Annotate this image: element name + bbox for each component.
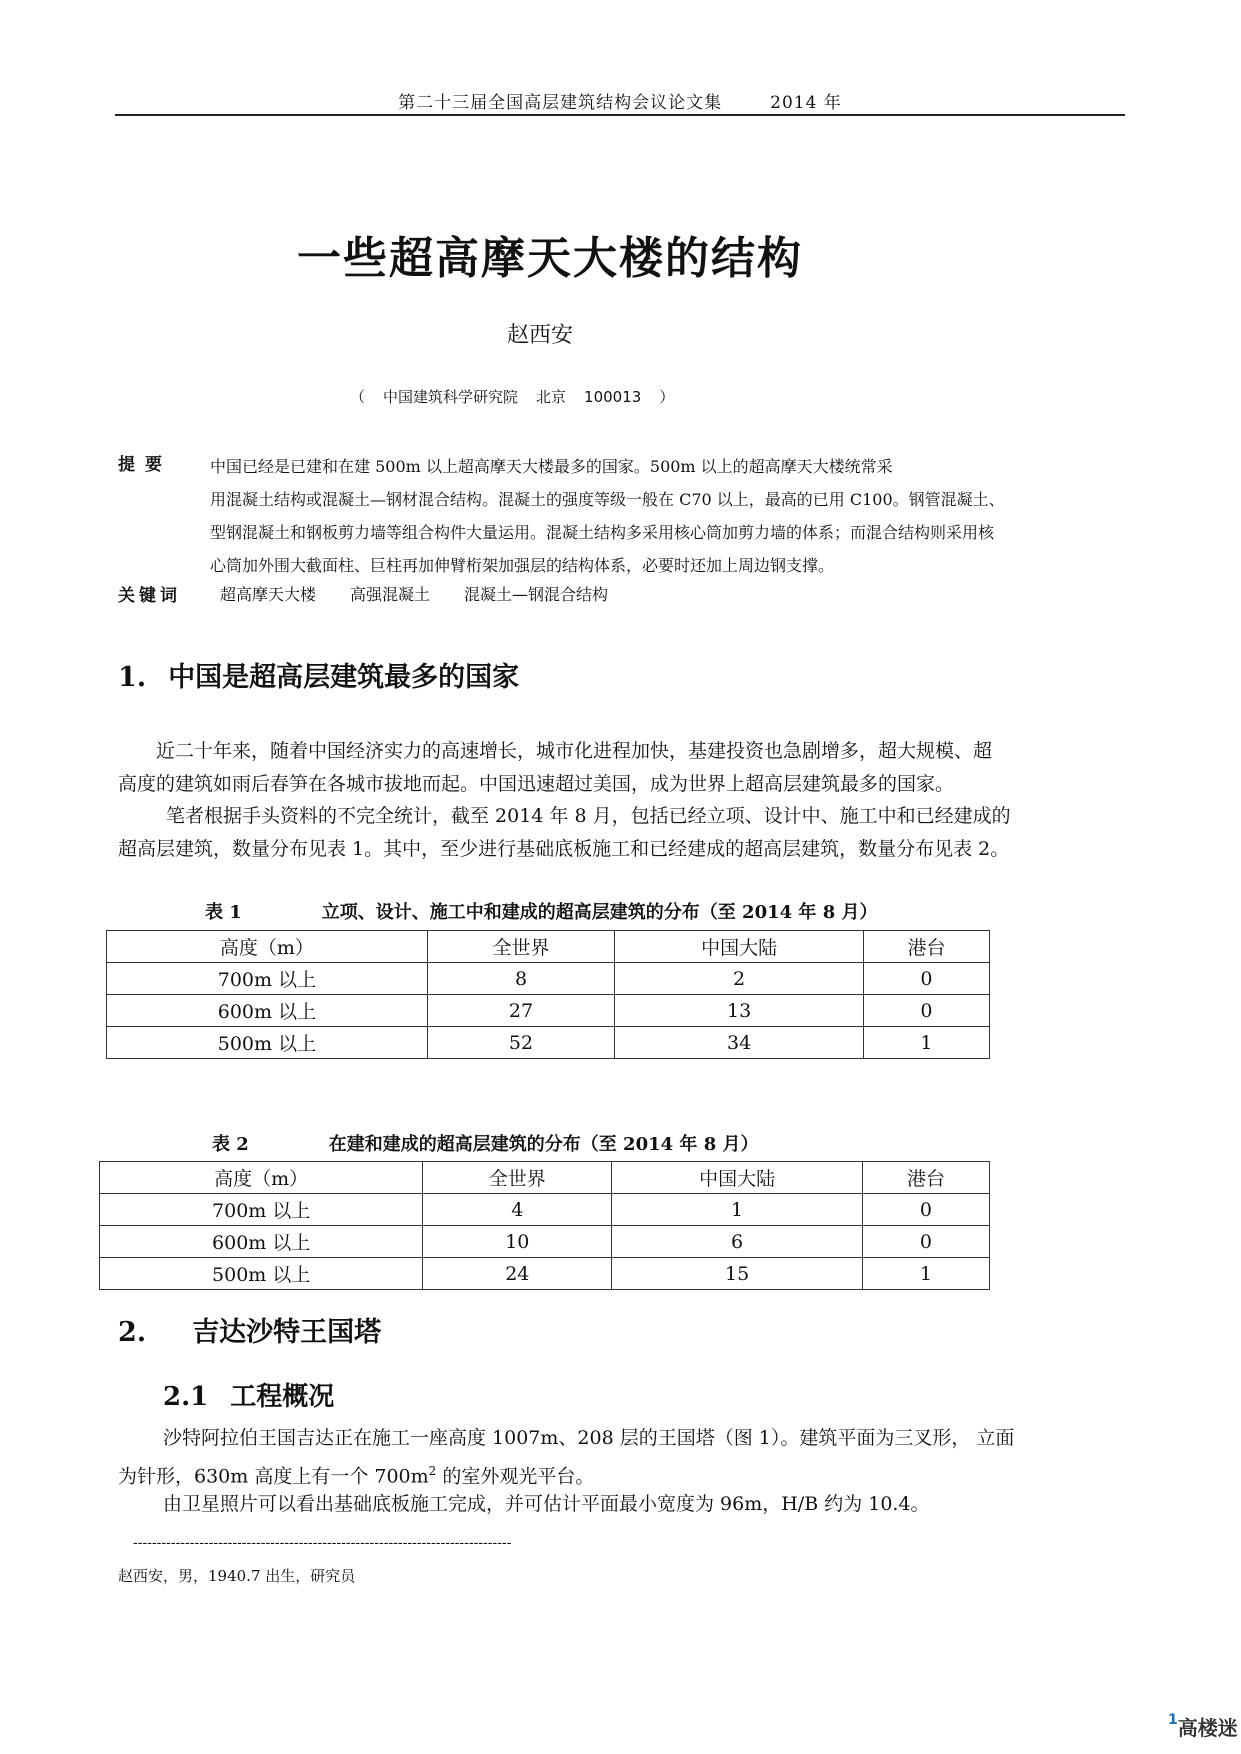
table-cell: 6 xyxy=(612,1226,863,1258)
table-label: 表 1 xyxy=(205,902,242,923)
affiliation-city: 北京 xyxy=(536,388,567,406)
table-header-cell: 中国大陆 xyxy=(615,931,864,963)
table-header-cell: 全世界 xyxy=(423,1162,612,1194)
section-title: 吉达沙特王国塔 xyxy=(192,1317,382,1348)
table-header-cell: 全世界 xyxy=(427,931,614,963)
paragraph-line: 笔者根据手头资料的不完全统计，截至 2014 年 8 月，包括已经立项、设计中、施工中和已经建成的 xyxy=(166,805,1011,827)
table-row xyxy=(107,963,990,995)
table-header-cell: 中国大陆 xyxy=(612,1162,863,1194)
table-cell: 52 xyxy=(427,1027,614,1059)
table-label: 表 2 xyxy=(212,1134,249,1155)
table-cell: 1 xyxy=(612,1194,863,1226)
section-2-heading xyxy=(118,1310,381,1349)
paragraph-line: 沙特阿拉伯王国吉达正在施工一座高度 1007m、208 层的王国塔（图 1）。建筑平面为三叉形， 立面 xyxy=(163,1427,1015,1449)
paragraph-line: 高度的建筑如雨后春笋在各城市拔地而起。中国迅速超过美国，成为世界上超高层建筑最多的国家。 xyxy=(118,773,955,795)
table-cell: 1 xyxy=(863,1027,989,1059)
header-rule xyxy=(115,114,1125,116)
affiliation-close: ） xyxy=(659,388,675,406)
section-number: 2.1 xyxy=(163,1382,209,1412)
table-cell: 500m 以上 xyxy=(100,1258,423,1290)
table-row xyxy=(100,1258,990,1290)
table-caption-text: 立项、设计、施工中和建成的超高层建筑的分布（至 2014 年 8 月） xyxy=(321,902,878,923)
table-2-caption xyxy=(212,1130,758,1156)
table-cell: 500m 以上 xyxy=(107,1027,428,1059)
paragraph xyxy=(118,735,1123,801)
section-2-1-heading xyxy=(163,1376,334,1413)
table-cell: 600m 以上 xyxy=(100,1226,423,1258)
header-year: 2014 年 xyxy=(770,93,842,113)
header-text: 第二十三届全国高层建筑结构会议论文集 xyxy=(398,93,723,113)
abstract-line: 心筒加外围大截面柱、巨柱再加伸臂桁架加强层的结构体系，必要时还加上周边钢支撑。 xyxy=(210,556,835,575)
table-cell: 0 xyxy=(863,995,989,1027)
table-caption-text: 在建和建成的超高层建筑的分布（至 2014 年 8 月） xyxy=(328,1134,759,1155)
table-cell: 24 xyxy=(423,1258,612,1290)
paragraph xyxy=(118,1488,1123,1521)
paragraph xyxy=(118,800,1123,866)
affiliation-zip: 100013 xyxy=(584,388,642,406)
abstract-label: 提要 xyxy=(118,455,172,475)
abstract-line: 用混凝土结构或混凝土—钢材混合结构。混凝土的强度等级一般在 C70 以上，最高的已用 C100。钢管混凝土、 xyxy=(210,490,1005,509)
table-cell: 0 xyxy=(862,1194,989,1226)
table-row xyxy=(107,995,990,1027)
table-cell: 600m 以上 xyxy=(107,995,428,1027)
abstract-body xyxy=(210,450,1130,582)
table-2 xyxy=(99,1161,990,1290)
superscript: 2 xyxy=(428,1464,437,1478)
table-header-row xyxy=(100,1162,990,1194)
watermark-logo xyxy=(1168,1712,1238,1741)
table-header-row xyxy=(107,931,990,963)
keyword: 混凝土—钢混合结构 xyxy=(464,585,609,604)
paragraph-line: 超高层建筑，数量分布见表 1。其中，至少进行基础底板施工和已经建成的超高层建筑，数量分布见表 2。 xyxy=(118,838,1010,860)
affiliation-org: 中国建筑科学研究院 xyxy=(383,388,519,406)
paragraph xyxy=(118,1422,1123,1493)
keyword: 高强混凝土 xyxy=(350,585,431,604)
table-row xyxy=(100,1194,990,1226)
table-cell: 0 xyxy=(863,963,989,995)
table-cell: 2 xyxy=(615,963,864,995)
table-cell: 700m 以上 xyxy=(107,963,428,995)
section-number: 1. xyxy=(118,662,147,693)
table-cell: 0 xyxy=(862,1226,989,1258)
abstract-line: 型钢混凝土和钢板剪力墙等组合构件大量运用。混凝土结构多采用核心筒加剪力墙的体系；而混合结构则采用核 xyxy=(210,523,995,542)
abstract-line: 中国已经是已建和在建 500m 以上超高摩天大楼最多的国家。500m 以上的超高摩天大楼统常采 xyxy=(210,457,893,476)
table-cell: 15 xyxy=(612,1258,863,1290)
table-header-cell: 港台 xyxy=(863,931,989,963)
table-cell: 1 xyxy=(862,1258,989,1290)
paragraph-text: 的室外观光平台。 xyxy=(436,1465,595,1488)
keywords-label: 关键词 xyxy=(118,586,181,606)
table-row xyxy=(107,1027,990,1059)
table-row xyxy=(100,1226,990,1258)
table-cell: 27 xyxy=(427,995,614,1027)
section-1-heading xyxy=(118,655,519,694)
footnote: 赵西安，男，1940.7 出生，研究员 xyxy=(118,1567,356,1585)
affiliation-open: （ xyxy=(350,388,366,406)
section-title: 中国是超高层建筑最多的国家 xyxy=(168,662,520,693)
running-header xyxy=(115,88,1125,113)
section-title: 工程概况 xyxy=(230,1382,335,1412)
table-header-cell: 港台 xyxy=(862,1162,989,1194)
table-cell: 13 xyxy=(615,995,864,1027)
table-cell: 8 xyxy=(427,963,614,995)
table-cell: 34 xyxy=(615,1027,864,1059)
page-title: 一些超高摩天大楼的结构 xyxy=(297,233,803,284)
section-number: 2. xyxy=(118,1317,147,1348)
watermark-digit: 1 xyxy=(1168,1712,1178,1728)
author: 赵西安 xyxy=(506,323,573,348)
paragraph-line: 近二十年来，随着中国经济实力的高速增长，城市化进程加快，基建投资也急剧增多，超大规模、超 xyxy=(156,740,993,762)
table-header-cell: 高度（m） xyxy=(100,1162,423,1194)
paragraph-text: 为针形，630m 高度上有一个 700m xyxy=(118,1465,429,1488)
table-cell: 4 xyxy=(423,1194,612,1226)
table-1-caption xyxy=(205,898,877,924)
table-cell: 10 xyxy=(423,1226,612,1258)
table-1 xyxy=(106,930,990,1059)
footnote-rule: -------------------------------------------------------------------------------- xyxy=(133,1535,512,1551)
watermark-text: 高楼迷 xyxy=(1177,1716,1238,1740)
affiliation xyxy=(350,386,692,407)
paragraph-line: 由卫星照片可以看出基础底板施工完成，并可估计平面最小宽度为 96m，H/B 约为 10.4。 xyxy=(163,1493,930,1515)
keywords xyxy=(220,582,642,605)
table-cell: 700m 以上 xyxy=(100,1194,423,1226)
keyword: 超高摩天大楼 xyxy=(220,585,317,604)
table-header-cell: 高度（m） xyxy=(107,931,428,963)
